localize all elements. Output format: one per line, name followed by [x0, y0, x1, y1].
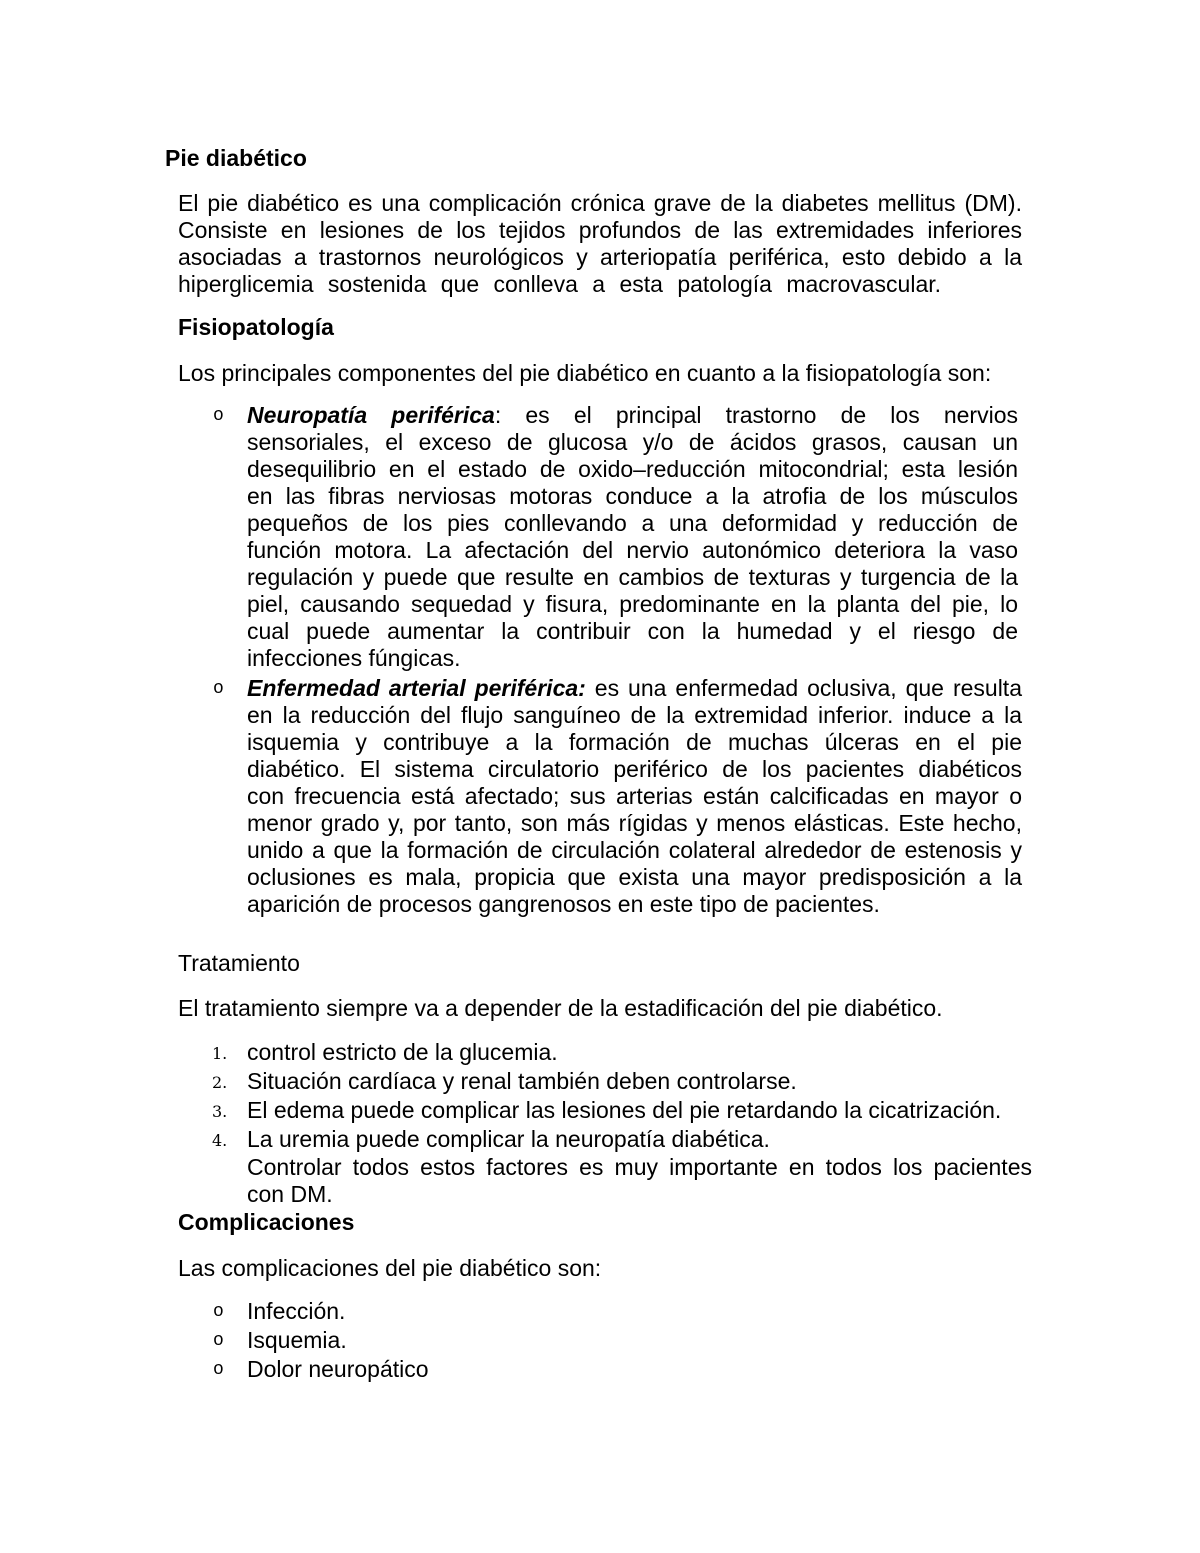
bullet-marker: o — [213, 1331, 224, 1351]
paragraph-line — [247, 402, 1018, 429]
section-heading-fisiopatologia: Fisiopatología — [178, 314, 334, 340]
section-lead: El tratamiento siempre va a depender de la estadificación del pie diabético. — [178, 995, 943, 1021]
paragraph-line: oclusiones es mala, propicia que exista una mayor predisposición a la — [247, 864, 1022, 890]
step-text: La uremia puede complicar la neuropatía diabética. — [247, 1126, 770, 1152]
list-item: Infección. — [247, 1298, 346, 1324]
step-text: El edema puede complicar las lesiones del pie retardando la cicatrización. — [247, 1097, 1002, 1123]
paragraph-line: menor grado y, por tanto, son más rígidas y menos elásticas. Este hecho, — [247, 810, 1022, 836]
paragraph-line: Controlar todos estos factores es muy importante en todos los pacientes — [247, 1154, 1032, 1180]
step-text: control estricto de la glucemia. — [247, 1039, 558, 1065]
section-heading-tratamiento: Tratamiento — [178, 950, 300, 976]
step-number: 1. — [212, 1044, 228, 1063]
intro-paragraph — [178, 190, 1022, 298]
step-number: 2. — [212, 1073, 228, 1092]
paragraph-line — [247, 675, 1022, 702]
paragraph-line: piel, causando sequedad y fisura, predominante en la planta del pie, lo — [247, 591, 1018, 617]
paragraph-line: unido a que la formación de circulación colateral alrededor de estenosis y — [247, 837, 1022, 863]
paragraph-line: en las fibras nerviosas motoras conduce a la atrofia de los músculos — [247, 483, 1018, 509]
list-item — [247, 402, 1018, 672]
step-text: Situación cardíaca y renal también deben controlarse. — [247, 1068, 797, 1094]
list-item-term: Enfermedad arterial periférica: — [247, 675, 586, 701]
section-heading-complicaciones: Complicaciones — [178, 1209, 355, 1235]
section-lead: Los principales componentes del pie diabético en cuanto a la fisiopatología son: — [178, 360, 992, 386]
paragraph-line: pequeños de los pies conllevando a una deformidad y reducción de — [247, 510, 1018, 536]
step-number: 3. — [212, 1102, 228, 1121]
paragraph-line: con frecuencia está afectado; sus arterias están calcificadas en mayor o — [247, 783, 1022, 809]
list-item-text: : es el principal trastorno de los nervios — [494, 402, 1018, 428]
paragraph-line: con DM. — [247, 1181, 333, 1207]
list-item: Dolor neuropático — [247, 1356, 429, 1382]
step-number: 4. — [212, 1131, 228, 1150]
paragraph-line: aparición de procesos gangrenosos en este tipo de pacientes. — [247, 891, 880, 917]
list-item-term: Neuropatía periférica — [247, 402, 495, 428]
bullet-marker: o — [213, 679, 224, 699]
bullet-marker: o — [213, 1360, 224, 1380]
paragraph-line: desequilibrio en el estado de oxido–reducción mitocondrial; esta lesión — [247, 456, 1018, 482]
paragraph-line: función motora. La afectación del nervio autonómico deteriora la vaso — [247, 537, 1018, 563]
paragraph-line: isquemia y contribuye a la formación de muchas úlceras en el pie — [247, 729, 1022, 755]
paragraph-line: sensoriales, el exceso de glucosa y/o de ácidos grasos, causan un — [247, 429, 1018, 455]
list-item — [247, 675, 1022, 918]
paragraph-line: diabético. El sistema circulatorio periférico de los pacientes diabéticos — [247, 756, 1022, 782]
paragraph-line: en la reducción del flujo sanguíneo de la extremidad inferior. induce a la — [247, 702, 1022, 728]
paragraph-line: asociadas a trastornos neurológicos y arteriopatía periférica, esto debido a la — [178, 244, 1022, 270]
paragraph-line: regulación y puede que resulte en cambios de texturas y turgencia de la — [247, 564, 1018, 590]
list-item-text: es una enfermedad oclusiva, que resulta — [585, 675, 1022, 701]
bullet-marker: o — [213, 1302, 224, 1322]
list-item: Isquemia. — [247, 1327, 347, 1353]
section-lead: Las complicaciones del pie diabético son: — [178, 1255, 602, 1281]
paragraph-line: El pie diabético es una complicación crónica grave de la diabetes mellitus (DM). — [178, 190, 1022, 216]
page-title: Pie diabético — [165, 145, 307, 171]
paragraph-line: hiperglicemia sostenida que conlleva a esta patología macrovascular. — [178, 271, 942, 297]
paragraph-line: cual puede aumentar la contribuir con la humedad y el riesgo de — [247, 618, 1018, 644]
treatment-note — [247, 1154, 1032, 1208]
paragraph-line: infecciones fúngicas. — [247, 645, 461, 671]
paragraph-line: Consiste en lesiones de los tejidos profundos de las extremidades inferiores — [178, 217, 1022, 243]
bullet-marker: o — [213, 406, 224, 426]
